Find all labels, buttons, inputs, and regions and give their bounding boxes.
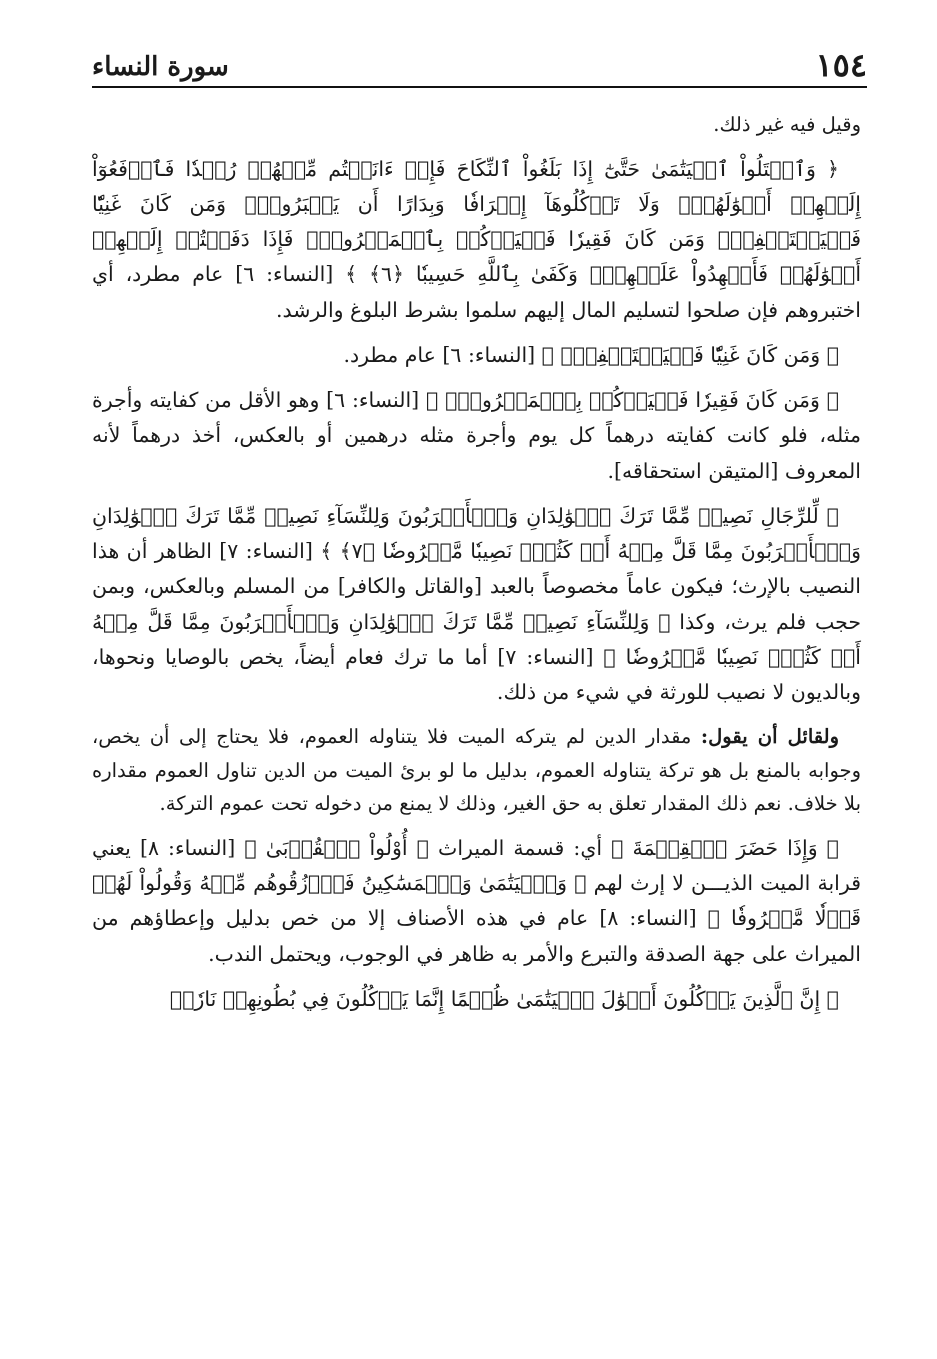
paragraph: ﴿ وَمَن كَانَ فَقِيرٗا فَلۡيَأۡكُلۡ بِٱلۡمَعۡرُوفِۚ ﴾ [النساء: ٦] وهو الأقل من كفايته وأجرة مثله، فلو كانت كفايته درهماً كل يوم وأجرة مثله درهمين أو بالعكس، أخذ درهماً لأنه المعروف [المتيقن استحقاقه]. xyxy=(92,388,861,483)
paragraph-lead: ولقائل أن يقول: xyxy=(700,725,840,749)
page-body xyxy=(92,108,861,1027)
paragraph: وقيل فيه غير ذلك. xyxy=(713,113,861,136)
paragraph: ﴿ إِنَّ ٱلَّذِينَ يَأۡكُلُونَ أَمۡوَٰلَ ٱلۡيَتَٰمَىٰ ظُلۡمًا إِنَّمَا يَأۡكُلُونَ فِي بُطُونِهِمۡ نَارٗاۖ xyxy=(169,986,839,1011)
paragraph-text: مقدار الدين لم يتركه الميت فلا يتناوله العموم، فلا يحتاج إلى أن يخص، وجوابه بالمنع بل هو تركة يتناوله العموم، بدليل ما لو برئ الميت من الدين تناول العموم مقداره بلا خلاف. نعم ذلك المقدار تعلق به حق الغير، وذلك لا يمنع من دخوله تحت عموم التركة. xyxy=(92,725,861,816)
paragraph: ﴿ وَٱبۡتَلُواْ ٱلۡيَتَٰمَىٰ حَتَّىٰٓ إِذَا بَلَغُواْ ٱلنِّكَاحَ فَإِنۡ ءَانَسۡتُم مِّنۡهُمۡ رُشۡدٗا فَٱدۡفَعُوٓاْ إِلَيۡهِمۡ أَمۡوَٰلَهُمۡۖ وَلَا تَأۡكُلُوهَآ إِسۡرَافٗا وَبِدَارًا أَن يَكۡبَرُواْۚ وَمَن كَانَ غَنِيّٗا فَلۡيَسۡتَعۡفِفۡۖ وَمَن كَانَ فَقِيرٗا فَلۡيَأۡكُلۡ بِٱلۡمَعۡرُوفِۚ فَإِذَا دَفَعۡتُمۡ إِلَيۡهِمۡ أَمۡوَٰلَهُمۡ فَأَشۡهِدُواْ عَلَيۡهِمۡۚ وَكَفَىٰ بِٱللَّهِ حَسِيبٗا ﴿٦﴾ ﴾ [النساء: ٦] عام مطرد، أي اختبروهم فإن صلحوا لتسليم المال إليهم سلموا بشرط البلوغ والرشد. xyxy=(92,156,862,322)
page-number: ١٥٤ xyxy=(815,46,867,84)
paragraph: ﴿ لِّلرِّجَالِ نَصِيبٞ مِّمَّا تَرَكَ ٱلۡوَٰلِدَانِ وَٱلۡأَقۡرَبُونَ وَلِلنِّسَآءِ نَصِيبٞ مِّمَّا تَرَكَ ٱلۡوَٰلِدَانِ وَٱلۡأَقۡرَبُونَ مِمَّا قَلَّ مِنۡهُ أَوۡ كَثُرَۚ نَصِيبٗا مَّفۡرُوضٗا ﴿٧﴾ ﴾ [النساء: ٧] الظاهر أن هذا النصيب بالإرث؛ فيكون عاماً مخصوصاً بالعبد [والقاتل والكافر] من المسلم وبالعكس، وبمن حجب فلم يرث، وكذا ﴿ وَلِلنِّسَآءِ نَصِيبٞ مِّمَّا تَرَكَ ٱلۡوَٰلِدَانِ وَٱلۡأَقۡرَبُونَ مِمَّا قَلَّ مِنۡهُ أَوۡ كَثُرَۚ نَصِيبٗا مَّفۡرُوضٗا ﴾ [النساء: ٧] أما ما ترك فعام أيضاً، يخص بالوصايا ونحوها، وبالديون لا نصيب للورثة في شيء من ذلك. xyxy=(92,503,862,705)
paragraph: ﴿ وَمَن كَانَ غَنِيّٗا فَلۡيَسۡتَعۡفِفۡۖ ﴾ [النساء: ٦] عام مطرد. xyxy=(343,342,839,367)
paragraph: ﴿ وَإِذَا حَضَرَ ٱلۡقِسۡمَةَ ﴾ أي: قسمة الميراث ﴿ أُوْلُواْ ٱلۡقُرۡبَىٰ ﴾ [النساء: ٨] يعني قرابة الميت الذيـــن لا إرث لهم ﴿ وَٱلۡيَتَٰمَىٰ وَٱلۡمَسَٰكِينُ فَٱرۡزُقُوهُم مِّنۡهُ وَقُولُواْ لَهُمۡ قَوۡلٗا مَّعۡرُوفٗا ﴾ [النساء: ٨] عام في هذه الأصناف إلا من خص بدليل وإعطاؤهم من الميراث على جهة الصدقة والتبرع والأمر به ظاهر في الوجوب، ويحتمل الندب. xyxy=(92,835,861,966)
surah-title: سورة النساء xyxy=(92,52,229,82)
page-header xyxy=(92,44,867,88)
paragraph xyxy=(92,720,861,821)
